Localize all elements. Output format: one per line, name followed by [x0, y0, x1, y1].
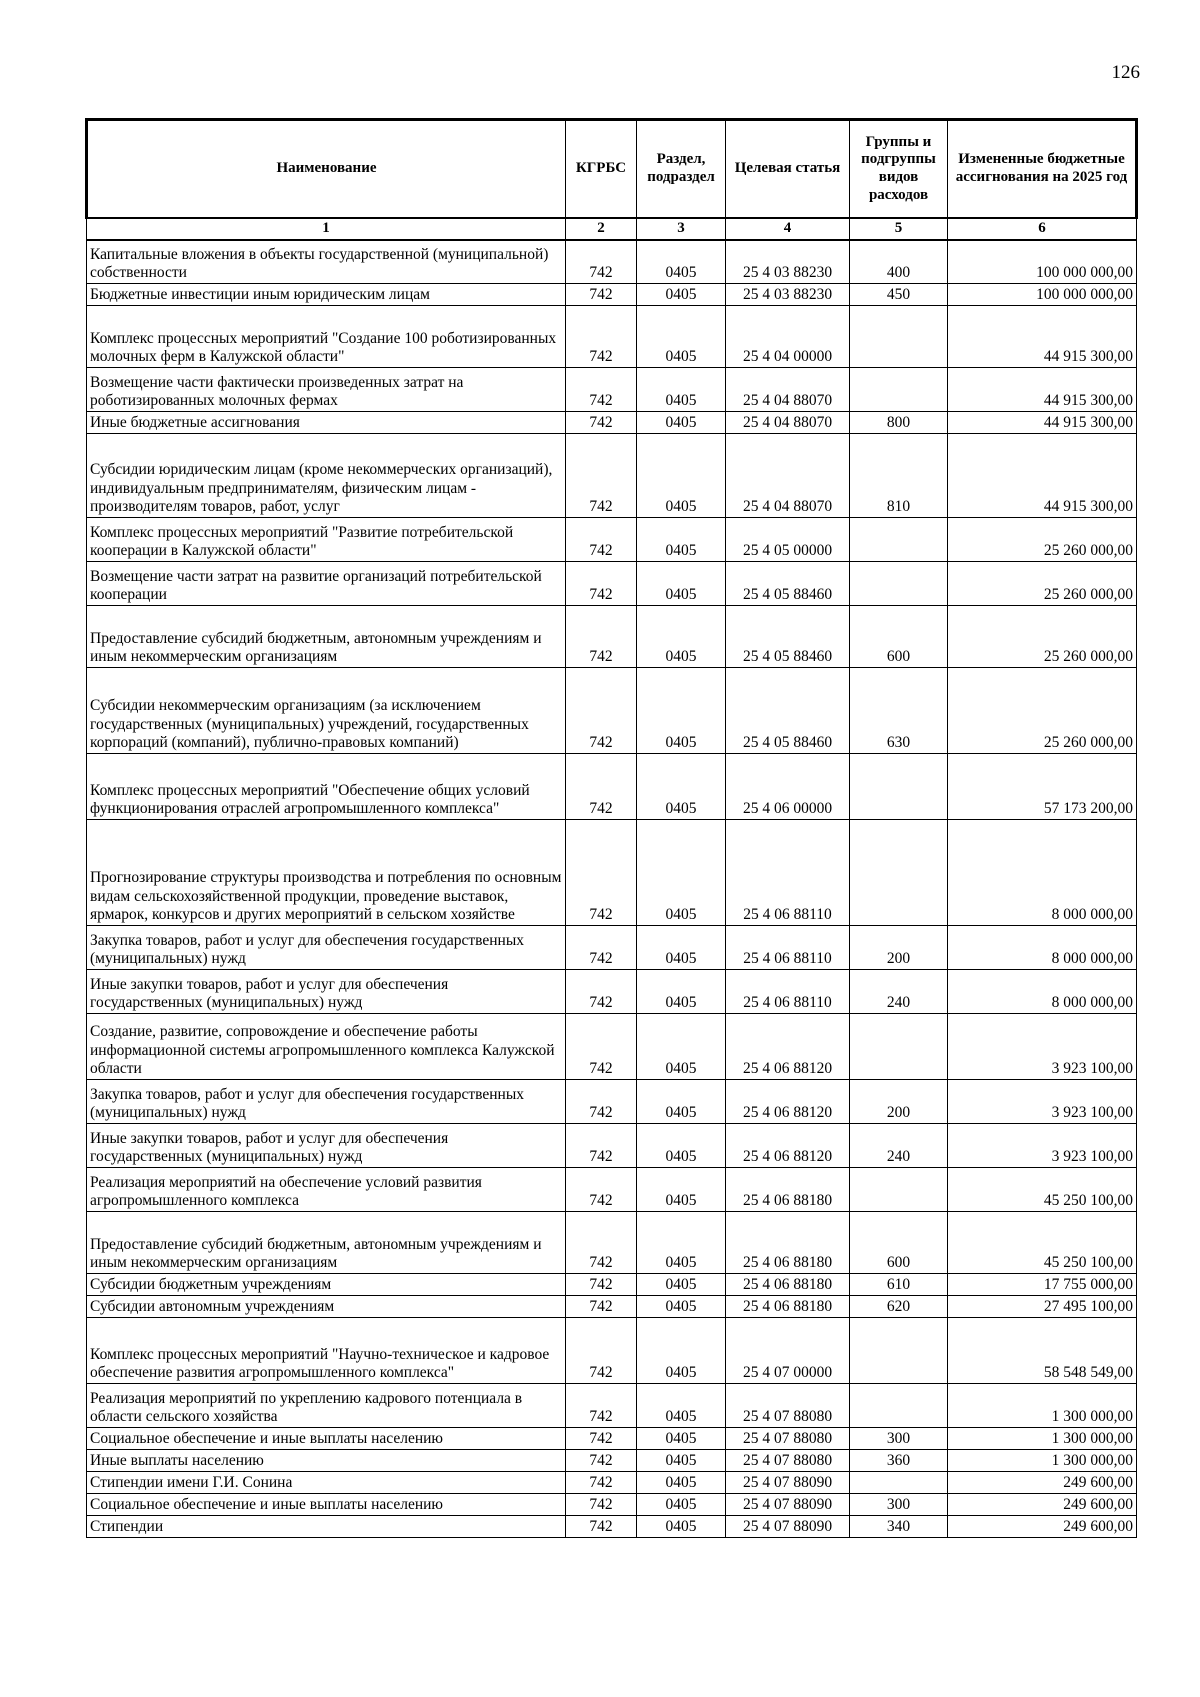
row-name: Возмещение части затрат на развитие организаций потребительской кооперации: [87, 562, 566, 606]
row-amount: 249 600,00: [948, 1516, 1137, 1538]
table-row: [87, 562, 1137, 606]
row-group: [850, 368, 948, 412]
row-amount: 44 915 300,00: [948, 306, 1137, 368]
row-group: 200: [850, 1080, 948, 1124]
row-amount: 3 923 100,00: [948, 1124, 1137, 1168]
table-row: [87, 970, 1137, 1014]
row-group: 300: [850, 1494, 948, 1516]
row-razdel: 0405: [637, 1494, 726, 1516]
row-name: Комплекс процессных мероприятий "Научно-техническое и кадровое обеспечение развития агропромышленного комплекса": [87, 1318, 566, 1384]
row-razdel: 0405: [637, 562, 726, 606]
row-kgrbs: 742: [566, 306, 637, 368]
row-razdel: 0405: [637, 1168, 726, 1212]
table-row: [87, 1428, 1137, 1450]
row-amount: 25 260 000,00: [948, 518, 1137, 562]
table-row: [87, 434, 1137, 518]
row-name: Стипендии: [87, 1516, 566, 1538]
row-kgrbs: 742: [566, 518, 637, 562]
header-group: Группы и подгруппы видов расходов: [850, 120, 948, 219]
row-amount: 100 000 000,00: [948, 284, 1137, 306]
header-kgrbs: КГРБС: [566, 120, 637, 219]
row-razdel: 0405: [637, 1212, 726, 1274]
row-group: 340: [850, 1516, 948, 1538]
row-kgrbs: 742: [566, 1014, 637, 1080]
column-number: 2: [566, 218, 637, 240]
row-razdel: 0405: [637, 1080, 726, 1124]
row-amount: 57 173 200,00: [948, 754, 1137, 820]
row-kgrbs: 742: [566, 412, 637, 434]
row-target: 25 4 05 00000: [726, 518, 850, 562]
row-target: 25 4 05 88460: [726, 562, 850, 606]
row-amount: 8 000 000,00: [948, 926, 1137, 970]
row-kgrbs: 742: [566, 1428, 637, 1450]
table-row: [87, 368, 1137, 412]
row-kgrbs: 742: [566, 970, 637, 1014]
row-name: Бюджетные инвестиции иным юридическим лицам: [87, 284, 566, 306]
row-razdel: 0405: [637, 754, 726, 820]
row-target: 25 4 07 88090: [726, 1472, 850, 1494]
row-group: [850, 306, 948, 368]
row-name: Возмещение части фактически произведенных затрат на роботизированных молочных фермах: [87, 368, 566, 412]
row-kgrbs: 742: [566, 1318, 637, 1384]
row-kgrbs: 742: [566, 240, 637, 284]
row-group: 620: [850, 1296, 948, 1318]
table-row: [87, 1494, 1137, 1516]
row-name: Иные закупки товаров, работ и услуг для обеспечения государственных (муниципальных) нужд: [87, 1124, 566, 1168]
row-kgrbs: 742: [566, 1384, 637, 1428]
row-target: 25 4 04 88070: [726, 434, 850, 518]
row-name: Закупка товаров, работ и услуг для обеспечения государственных (муниципальных) нужд: [87, 1080, 566, 1124]
row-target: 25 4 07 88080: [726, 1428, 850, 1450]
row-group: 400: [850, 240, 948, 284]
row-razdel: 0405: [637, 1014, 726, 1080]
row-amount: 3 923 100,00: [948, 1014, 1137, 1080]
table-row: [87, 518, 1137, 562]
row-razdel: 0405: [637, 434, 726, 518]
row-name: Субсидии юридическим лицам (кроме некоммерческих организаций), индивидуальным предпринимателям, физическим лицам - производителям товаров, работ, услуг: [87, 434, 566, 518]
row-group: [850, 1384, 948, 1428]
row-razdel: 0405: [637, 284, 726, 306]
row-razdel: 0405: [637, 240, 726, 284]
row-name: Субсидии автономным учреждениям: [87, 1296, 566, 1318]
row-kgrbs: 742: [566, 926, 637, 970]
row-name: Реализация мероприятий на обеспечение условий развития агропромышленного комплекса: [87, 1168, 566, 1212]
table-row: [87, 1450, 1137, 1472]
row-name: Создание, развитие, сопровождение и обеспечение работы информационной системы агропромышленного комплекса Калужской области: [87, 1014, 566, 1080]
row-name: Реализация мероприятий по укреплению кадрового потенциала в области сельского хозяйства: [87, 1384, 566, 1428]
row-razdel: 0405: [637, 412, 726, 434]
row-amount: 58 548 549,00: [948, 1318, 1137, 1384]
table-row: [87, 306, 1137, 368]
row-kgrbs: 742: [566, 1080, 637, 1124]
header-target: Целевая статья: [726, 120, 850, 219]
row-razdel: 0405: [637, 1124, 726, 1168]
row-razdel: 0405: [637, 518, 726, 562]
row-amount: 249 600,00: [948, 1494, 1137, 1516]
table-row: [87, 1124, 1137, 1168]
row-target: 25 4 07 88080: [726, 1384, 850, 1428]
row-name: Комплекс процессных мероприятий "Развитие потребительской кооперации в Калужской области": [87, 518, 566, 562]
row-kgrbs: 742: [566, 562, 637, 606]
table-row: [87, 284, 1137, 306]
row-razdel: 0405: [637, 1318, 726, 1384]
row-kgrbs: 742: [566, 1212, 637, 1274]
row-razdel: 0405: [637, 1428, 726, 1450]
row-name: Иные закупки товаров, работ и услуг для обеспечения государственных (муниципальных) нужд: [87, 970, 566, 1014]
row-target: 25 4 07 88090: [726, 1494, 850, 1516]
row-group: [850, 820, 948, 926]
row-name: Стипендии имени Г.И. Сонина: [87, 1472, 566, 1494]
budget-table: [85, 118, 1138, 1538]
row-amount: 100 000 000,00: [948, 240, 1137, 284]
row-target: 25 4 07 88080: [726, 1450, 850, 1472]
row-target: 25 4 04 00000: [726, 306, 850, 368]
column-number: 1: [87, 218, 566, 240]
column-number-row: [87, 218, 1137, 240]
row-razdel: 0405: [637, 1516, 726, 1538]
row-group: 360: [850, 1450, 948, 1472]
row-kgrbs: 742: [566, 1494, 637, 1516]
table-header-row: [87, 120, 1137, 219]
row-target: 25 4 04 88070: [726, 368, 850, 412]
row-amount: 8 000 000,00: [948, 820, 1137, 926]
table-row: [87, 754, 1137, 820]
row-target: 25 4 06 88180: [726, 1296, 850, 1318]
table-row: [87, 1014, 1137, 1080]
row-kgrbs: 742: [566, 1472, 637, 1494]
row-kgrbs: 742: [566, 754, 637, 820]
row-kgrbs: 742: [566, 820, 637, 926]
row-name: Комплекс процессных мероприятий "Создание 100 роботизированных молочных ферм в Калужской области": [87, 306, 566, 368]
table-row: [87, 926, 1137, 970]
row-razdel: 0405: [637, 668, 726, 754]
row-amount: 249 600,00: [948, 1472, 1137, 1494]
column-number: 3: [637, 218, 726, 240]
row-kgrbs: 742: [566, 284, 637, 306]
header-name: Наименование: [87, 120, 566, 219]
row-name: Прогнозирование структуры производства и потребления по основным видам сельскохозяйственной продукции, проведение выставок, ярмарок, конкурсов и других мероприятий в сельском хозяйстве: [87, 820, 566, 926]
row-amount: 45 250 100,00: [948, 1212, 1137, 1274]
row-group: [850, 1014, 948, 1080]
row-target: 25 4 06 88120: [726, 1080, 850, 1124]
row-amount: 45 250 100,00: [948, 1168, 1137, 1212]
row-name: Социальное обеспечение и иные выплаты населению: [87, 1494, 566, 1516]
row-name: Иные выплаты населению: [87, 1450, 566, 1472]
row-group: [850, 518, 948, 562]
row-target: 25 4 06 88110: [726, 926, 850, 970]
row-razdel: 0405: [637, 368, 726, 412]
row-amount: 44 915 300,00: [948, 412, 1137, 434]
row-target: 25 4 05 88460: [726, 668, 850, 754]
row-kgrbs: 742: [566, 1124, 637, 1168]
row-amount: 25 260 000,00: [948, 668, 1137, 754]
row-group: 240: [850, 970, 948, 1014]
row-target: 25 4 06 00000: [726, 754, 850, 820]
row-razdel: 0405: [637, 1450, 726, 1472]
row-kgrbs: 742: [566, 606, 637, 668]
table-row: [87, 1384, 1137, 1428]
row-name: Субсидии некоммерческим организациям (за исключением государственных (муниципальных) учреждений, государственных корпораций (компаний), публично-правовых компаний): [87, 668, 566, 754]
row-amount: 17 755 000,00: [948, 1274, 1137, 1296]
row-amount: 1 300 000,00: [948, 1384, 1137, 1428]
row-target: 25 4 06 88180: [726, 1212, 850, 1274]
row-razdel: 0405: [637, 820, 726, 926]
row-group: 800: [850, 412, 948, 434]
column-number: 4: [726, 218, 850, 240]
row-amount: 25 260 000,00: [948, 606, 1137, 668]
row-group: 600: [850, 606, 948, 668]
row-amount: 44 915 300,00: [948, 434, 1137, 518]
row-name: Закупка товаров, работ и услуг для обеспечения государственных (муниципальных) нужд: [87, 926, 566, 970]
row-name: Комплекс процессных мероприятий "Обеспечение общих условий функционирования отраслей агропромышленного комплекса": [87, 754, 566, 820]
column-number: 6: [948, 218, 1137, 240]
row-target: 25 4 06 88120: [726, 1124, 850, 1168]
row-target: 25 4 03 88230: [726, 240, 850, 284]
row-kgrbs: 742: [566, 1296, 637, 1318]
row-name: Социальное обеспечение и иные выплаты населению: [87, 1428, 566, 1450]
row-razdel: 0405: [637, 306, 726, 368]
table-row: [87, 1318, 1137, 1384]
header-razdel: Раздел, подраздел: [637, 120, 726, 219]
header-amount: Измененные бюджетные ассигнования на 2025 год: [948, 120, 1137, 219]
table-row: [87, 1516, 1137, 1538]
page-number: 126: [1111, 62, 1140, 83]
row-group: [850, 754, 948, 820]
row-group: 600: [850, 1212, 948, 1274]
row-group: 610: [850, 1274, 948, 1296]
row-razdel: 0405: [637, 1384, 726, 1428]
row-razdel: 0405: [637, 1472, 726, 1494]
row-target: 25 4 06 88180: [726, 1168, 850, 1212]
table-row: [87, 668, 1137, 754]
table-row: [87, 1472, 1137, 1494]
row-amount: 27 495 100,00: [948, 1296, 1137, 1318]
table-row: [87, 1168, 1137, 1212]
row-amount: 25 260 000,00: [948, 562, 1137, 606]
row-kgrbs: 742: [566, 368, 637, 412]
row-target: 25 4 06 88180: [726, 1274, 850, 1296]
row-target: 25 4 05 88460: [726, 606, 850, 668]
row-group: 810: [850, 434, 948, 518]
row-group: [850, 562, 948, 606]
column-number: 5: [850, 218, 948, 240]
row-amount: 8 000 000,00: [948, 970, 1137, 1014]
row-target: 25 4 06 88110: [726, 820, 850, 926]
row-target: 25 4 07 88090: [726, 1516, 850, 1538]
table-body: [87, 240, 1137, 1538]
row-name: Субсидии бюджетным учреждениям: [87, 1274, 566, 1296]
row-name: Предоставление субсидий бюджетным, автономным учреждениям и иным некоммерческим организациям: [87, 1212, 566, 1274]
row-kgrbs: 742: [566, 1450, 637, 1472]
row-amount: 3 923 100,00: [948, 1080, 1137, 1124]
row-group: 450: [850, 284, 948, 306]
row-kgrbs: 742: [566, 434, 637, 518]
row-target: 25 4 04 88070: [726, 412, 850, 434]
row-group: [850, 1168, 948, 1212]
table-row: [87, 820, 1137, 926]
table-row: [87, 412, 1137, 434]
row-amount: 44 915 300,00: [948, 368, 1137, 412]
row-kgrbs: 742: [566, 1516, 637, 1538]
row-group: [850, 1318, 948, 1384]
table-row: [87, 1080, 1137, 1124]
row-kgrbs: 742: [566, 1274, 637, 1296]
table-row: [87, 1274, 1137, 1296]
row-group: 630: [850, 668, 948, 754]
row-name: Предоставление субсидий бюджетным, автономным учреждениям и иным некоммерческим организациям: [87, 606, 566, 668]
row-razdel: 0405: [637, 970, 726, 1014]
row-target: 25 4 07 00000: [726, 1318, 850, 1384]
row-group: 200: [850, 926, 948, 970]
row-target: 25 4 06 88110: [726, 970, 850, 1014]
row-group: 240: [850, 1124, 948, 1168]
row-name: Иные бюджетные ассигнования: [87, 412, 566, 434]
table-row: [87, 1296, 1137, 1318]
table-row: [87, 606, 1137, 668]
row-amount: 1 300 000,00: [948, 1428, 1137, 1450]
row-razdel: 0405: [637, 1296, 726, 1318]
row-razdel: 0405: [637, 926, 726, 970]
row-name: Капитальные вложения в объекты государственной (муниципальной) собственности: [87, 240, 566, 284]
row-kgrbs: 742: [566, 668, 637, 754]
row-amount: 1 300 000,00: [948, 1450, 1137, 1472]
row-target: 25 4 03 88230: [726, 284, 850, 306]
row-group: 300: [850, 1428, 948, 1450]
row-target: 25 4 06 88120: [726, 1014, 850, 1080]
row-kgrbs: 742: [566, 1168, 637, 1212]
table-row: [87, 1212, 1137, 1274]
row-group: [850, 1472, 948, 1494]
row-razdel: 0405: [637, 1274, 726, 1296]
row-razdel: 0405: [637, 606, 726, 668]
table-row: [87, 240, 1137, 284]
